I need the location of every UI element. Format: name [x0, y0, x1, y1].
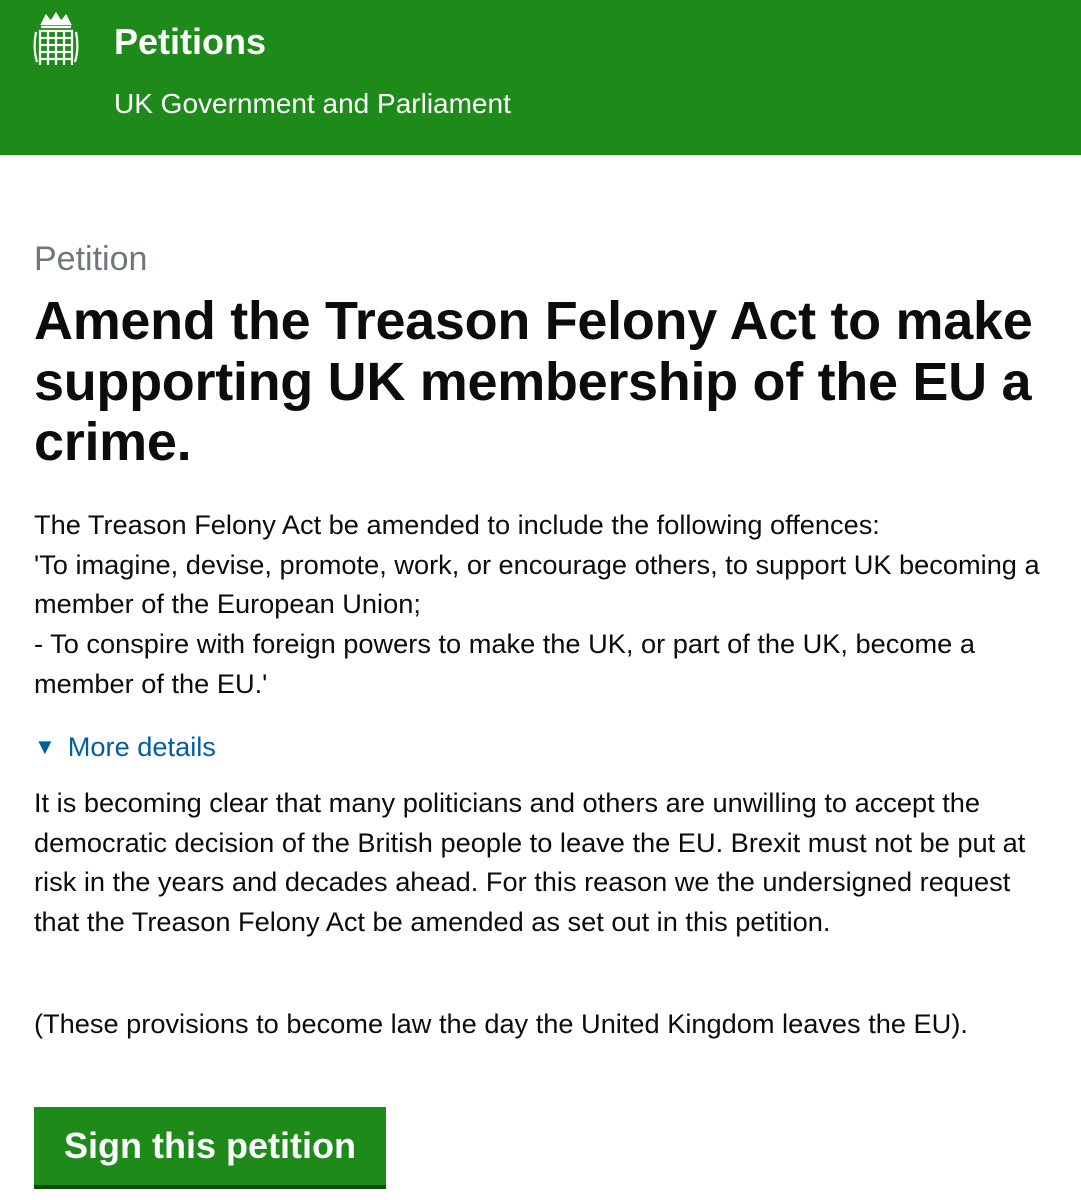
petition-caption: Petition [34, 240, 148, 278]
triangle-down-icon: ▼ [34, 734, 56, 759]
petition-details-note: (These provisions to become law the day the United Kingdom leaves the EU). [34, 1008, 968, 1039]
action-line: The Treason Felony Act be amended to include the following offences: [34, 509, 880, 540]
petition-title: Amend the Treason Felony Act to make supporting UK membership of the EU a crime. [34, 291, 1033, 472]
more-details-label: More details [67, 731, 216, 762]
site-title-link[interactable]: Petitions [114, 21, 267, 62]
site-subtitle: UK Government and Parliament [114, 88, 511, 119]
more-details-toggle[interactable] [34, 729, 216, 765]
site-header [0, 0, 1081, 155]
action-line: 'To imagine, devise, promote, work, or encourage others, to support UK becoming a member of the European Union; [34, 548, 1040, 620]
petition-details-text: It is becoming clear that many politicians and others are unwilling to accept the democratic decision of the British people to leave the EU. Brexit must not be put at risk in the years and decades ahead. For this reason we the undersigned request that the Treason Felony Act be amended as set out in this petition. [34, 787, 1026, 938]
petition-action [34, 505, 1044, 704]
portcullis-icon[interactable] [32, 12, 80, 70]
action-line: - To conspire with foreign powers to make the UK, or part of the UK, become a member of the EU.' [34, 628, 975, 699]
sign-petition-button[interactable]: Sign this petition [34, 1107, 386, 1185]
